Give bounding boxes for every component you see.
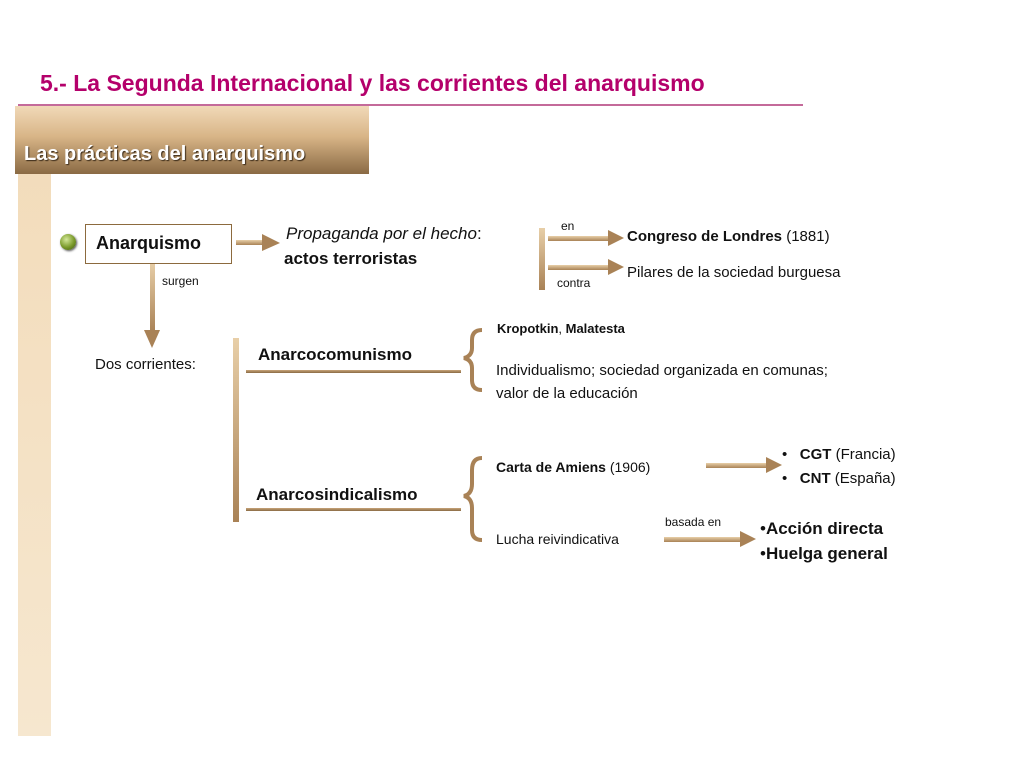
malatesta: Malatesta [565,321,625,336]
label-basada-en: basada en [665,515,722,529]
arrow-anarquismo-propaganda [236,234,280,251]
individualismo-line-1: Individualismo; sociedad organizada en comunas; [496,362,828,379]
huelga-bullet: • [760,544,766,563]
brace-anarcocomunismo [464,330,482,390]
congreso-year: (1881) [782,228,830,245]
cgt-name: CGT [799,446,832,463]
page-title: 5.- La Segunda Internacional y las corrientes del anarquismo [40,70,705,96]
arrow-to-congreso [548,230,624,246]
anarcosindicalismo-underline [246,508,461,511]
anarcocomunismo-label: Anarcocomunismo [258,345,412,364]
huelga-general-item [760,544,888,564]
anarcosindicalismo-label: Anarcosindicalismo [256,485,418,504]
anarquismo-label: Anarquismo [96,233,202,253]
carta-year: (1906) [605,459,651,475]
accion-directa-item [760,519,883,539]
arrow-carta-cgt [706,457,782,473]
carta-name: Carta de Amiens [496,459,606,475]
propaganda-text: Propaganda por el hecho [286,224,477,243]
lucha-reivindicativa-label: Lucha reivindicativa [496,531,619,547]
cnt-item [782,470,896,487]
bracket-dos-corrientes [233,338,239,522]
brace-anarcosindicalismo [464,458,482,540]
cnt-bullet: • [782,470,788,487]
pilares-label: Pilares de la sociedad burguesa [627,264,841,281]
propaganda-label [286,224,482,244]
propaganda-colon: : [476,224,482,243]
cgt-bullet: • [782,446,788,463]
arrow-lucha-accion [664,531,756,547]
congreso-londres-label [627,228,830,245]
label-surgen: surgen [162,274,199,288]
actos-terroristas-label: actos terroristas [284,249,418,268]
kropotkin-malatesta-label [497,321,625,336]
label-en: en [561,219,575,233]
kropotkin: Kropotkin [497,321,559,336]
green-bullet-icon [60,234,76,250]
anarcocomunismo-underline [246,370,461,373]
label-contra: contra [557,276,591,290]
dos-corrientes-label: Dos corrientes: [95,356,196,373]
cgt-item [782,446,896,463]
comma: , [558,321,566,336]
accion-text: Acción directa [765,519,884,538]
bracket-propaganda [539,228,545,290]
congreso-name: Congreso de Londres [627,228,783,245]
cnt-name: CNT [799,470,831,487]
cgt-country: (Francia) [831,446,896,463]
arrow-surgen [144,262,160,348]
section-title: Las prácticas del anarquismo [24,143,306,165]
accion-bullet: • [760,519,766,538]
huelga-text: Huelga general [765,544,888,563]
individualismo-line-2: valor de la educación [496,385,638,402]
carta-amiens-label [496,459,650,475]
arrow-to-pilares [548,259,624,275]
cnt-country: (España) [830,470,896,487]
